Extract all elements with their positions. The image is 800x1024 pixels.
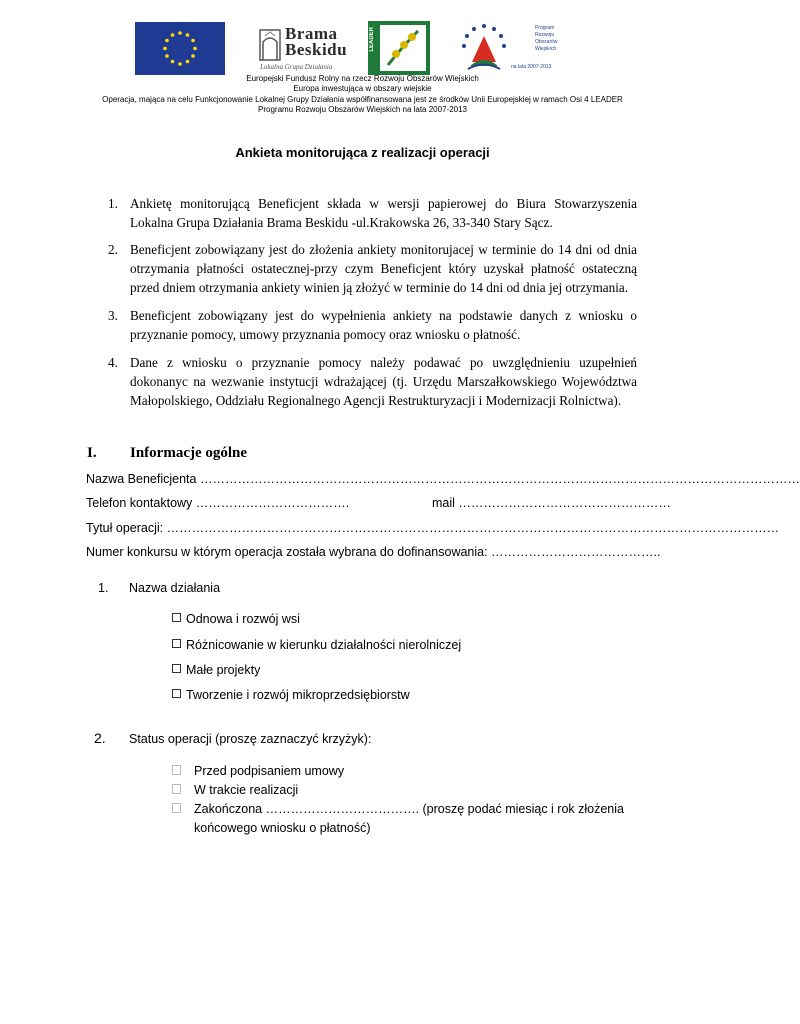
instruction-text: Beneficjent zobowiązany jest do złożenia ankiety monitorujacej w terminie do 14 dni od dnia otrzymania płatności ostatecznej-przy czym Beneficjent który uzyskał płatność ostateczną przed dniem otrzymania ankiety winien ją złożyć w terminie do 14 dni od dnia jej otrzymania. <box>130 242 637 295</box>
prow-text-line: Rozwoju <box>535 32 555 38</box>
beneficjent-field[interactable]: Nazwa Beneficjenta ……………………………………………………………………………………………………………………………… <box>86 472 800 486</box>
prow-emblem-icon <box>458 22 510 74</box>
brama-logo-line3: Lokalna Grupa Działania <box>260 63 333 71</box>
gate-icon <box>258 28 282 62</box>
document-title: Ankieta monitorująca z realizacji operacji <box>235 145 490 160</box>
instruction-number: 1. <box>108 196 118 211</box>
q1-label: Nazwa działania <box>129 581 221 595</box>
eu-flag-logo <box>135 22 225 75</box>
q1-option[interactable] <box>172 687 410 703</box>
fund-line: Programu Rozwoju Obszarów Wiejskich na lata 2007-2013 <box>258 105 467 114</box>
konkurs-field[interactable]: Numer konkursu w którym operacja została wybrana do dofinansowania: ………………………………….. <box>86 545 661 559</box>
instruction-text: Dane z wniosku o przyznanie pomocy należy podawać po uwzględnieniu uzupełnień dokonanyc na wezwanie instytucji wdrażającej (tj. Urzędu Marszałkowskiego Województwa Małopolskiego, Oddziału Regionalnego Agencji Restrukturyzacji i Modernizacji Rolnictwa). <box>130 355 637 408</box>
q2-option-label-cont: końcowego wniosku o płatność) <box>194 821 371 835</box>
checkbox-icon[interactable] <box>172 784 181 794</box>
q1-option-label: Małe projekty <box>186 663 261 677</box>
brama-logo-line1: Brama <box>285 24 338 43</box>
prow-text-line: Obszarów <box>535 39 558 45</box>
checkbox-icon[interactable] <box>172 613 181 622</box>
prow-text-line: Program <box>535 25 555 31</box>
checkbox-icon[interactable] <box>172 639 181 648</box>
checkbox-icon[interactable] <box>172 803 181 813</box>
checkbox-icon[interactable] <box>172 765 181 775</box>
instruction-number: 2. <box>108 242 118 257</box>
q2-option[interactable] <box>172 801 181 817</box>
q2-option-label: Zakończona ………………………………. (proszę podać miesiąc i rok złożenia <box>194 802 624 816</box>
prow-logo <box>458 22 573 74</box>
q2-label: Status operacji (proszę zaznaczyć krzyżyk): <box>129 732 372 746</box>
leader-logo <box>368 21 430 75</box>
q1-option-label: Tworzenie i rozwój mikroprzedsiębiorstw <box>186 688 410 702</box>
instruction-number: 4. <box>108 355 118 370</box>
leader-logo-text: LEADER <box>369 27 375 52</box>
instruction-text: Beneficjent zobowiązany jest do wypełnienia ankiety na podstawie danych z wniosku o przyznanie pomocy, umowy przyznania pomocy oraz wniosku o płatność. <box>130 308 637 342</box>
mail-field[interactable]: mail …………………………………………… <box>432 496 671 510</box>
brama-logo-line2: Beskidu <box>285 40 348 59</box>
q2-option[interactable] <box>172 763 181 779</box>
q1-option-label: Różnicowanie w kierunku działalności nierolniczej <box>186 638 462 652</box>
q2-option-label: Przed podpisaniem umowy <box>194 764 345 778</box>
brama-beskidu-logo <box>258 24 353 74</box>
checkbox-icon[interactable] <box>172 689 181 698</box>
fund-line: Operacja, mająca na celu Funkcjonowanie Lokalnej Grupy Działania współfinansowana jest ze środków Unii Europejskiej w ramach Osi 4 LEADER <box>102 95 623 104</box>
fund-line: Europejski Fundusz Rolny na rzecz Rozwoju Obszarów Wiejskich <box>246 74 479 83</box>
telefon-field[interactable]: Telefon kontaktowy ………………………………. <box>86 496 350 510</box>
q1-option[interactable] <box>172 662 260 678</box>
checkbox-icon[interactable] <box>172 664 181 673</box>
q1-option-label: Odnowa i rozwój wsi <box>186 612 300 626</box>
instruction-text: Ankietę monitorującą Beneficjent składa w wersji papierowej do Biura Stowarzyszenia Lokalna Grupa Działania Brama Beskidu -ul.Krakowska 26, 33-340 Stary Sącz. <box>130 196 637 230</box>
instruction-number: 3. <box>108 308 118 323</box>
q1-option[interactable] <box>172 611 300 627</box>
fund-line: Europa inwestująca w obszary wiejskie <box>293 84 432 93</box>
q1-number: 1. <box>98 581 109 595</box>
q2-option[interactable] <box>172 782 181 798</box>
q2-option-label: W trakcie realizacji <box>194 783 299 797</box>
section-number: I. <box>87 445 97 461</box>
prow-years: na lata 2007-2013 <box>511 64 552 70</box>
q2-number: 2. <box>94 730 106 746</box>
section-title: Informacje ogólne <box>130 445 248 461</box>
prow-text-line: Wiejskich <box>535 46 557 52</box>
q1-option[interactable] <box>172 637 461 653</box>
tytul-field[interactable]: Tytuł operacji: ………………………………………………………………………………………………………………………………… <box>86 521 780 535</box>
